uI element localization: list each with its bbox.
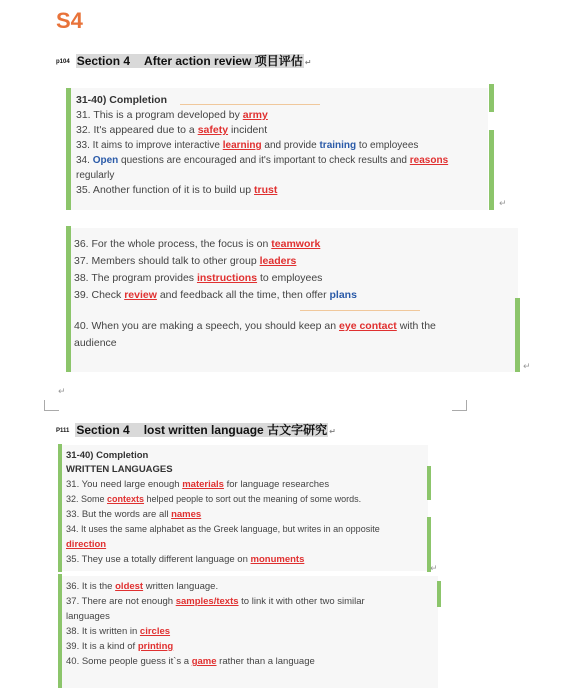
question-31: 31. You need large enough materials for language researches	[66, 479, 330, 490]
section-title: lost written language 古文字研究	[143, 423, 328, 437]
answer: safety	[197, 124, 229, 136]
completion-block-3	[66, 449, 426, 567]
answer: learning	[222, 140, 262, 151]
question-33: 33. But the words are all names	[66, 509, 202, 520]
answer: circles	[139, 626, 171, 637]
completion-block-1	[76, 93, 488, 198]
page-corner-marker	[44, 400, 59, 411]
completion-block-4	[66, 579, 436, 669]
answer: instructions	[196, 272, 258, 284]
section-title: After action review 项目评估	[144, 54, 303, 68]
block-title: 31-40) Completion	[66, 450, 149, 461]
page-corner-marker	[452, 400, 467, 411]
left-accent-bar	[58, 574, 62, 688]
answer: review	[124, 289, 157, 301]
answer: army	[242, 109, 268, 121]
keyword: plans	[329, 289, 357, 301]
section-label: Section 4	[76, 54, 131, 68]
paragraph-mark-icon: ↵	[523, 361, 531, 371]
question-40: 40. When you are making a speech, you should keep an eye contact with the	[74, 320, 436, 332]
answer: printing	[137, 641, 174, 652]
question-37: 37. There are not enough samples/texts to link it with other two similar	[66, 596, 365, 607]
question-32: 32. Some contexts helped people to sort out the meaning of some words.	[66, 494, 362, 504]
answer: game	[191, 656, 217, 667]
right-accent-bar	[515, 298, 520, 372]
answer: monuments	[250, 554, 305, 565]
paragraph-mark-icon: ↵	[430, 563, 438, 573]
question-31: 31. This is a program developed by army	[76, 109, 268, 121]
section-1-header	[56, 52, 311, 69]
right-accent-bar	[437, 581, 441, 607]
answer: materials	[182, 479, 224, 490]
question-36: 36. It is the oldest written language.	[66, 581, 219, 592]
question-39: 39. Check review and feedback all the time, then offer plans	[74, 289, 357, 301]
block-title: 31-40) Completion	[76, 94, 168, 106]
right-accent-bar	[427, 466, 431, 500]
page-heading: S4	[56, 8, 83, 33]
left-accent-bar	[58, 444, 62, 572]
left-accent-bar	[66, 88, 71, 210]
answer: samples/texts	[175, 596, 239, 607]
question-39: 39. It is a kind of printing	[66, 641, 174, 652]
question-36: 36. For the whole process, the focus is on teamwork	[74, 238, 321, 250]
left-accent-bar	[66, 226, 71, 372]
section-label: Section 4	[76, 423, 130, 437]
question-37: 37. Members should talk to other group leaders	[74, 255, 297, 267]
answer: names	[171, 509, 202, 520]
answer: contexts	[107, 494, 145, 504]
right-accent-bar	[489, 130, 494, 210]
section-2-header	[56, 421, 336, 438]
completion-block-2	[74, 236, 514, 352]
page-number: P111	[56, 427, 70, 434]
question-34-continued	[66, 537, 426, 552]
question-33: 33. It aims to improve interactive learning and provide training to employees	[76, 140, 419, 151]
answer: eye contact	[339, 320, 397, 332]
question-32: 32. It's appeared due to a safety incident	[76, 124, 268, 136]
question-40: 40. Some people guess it`s a game rather than a language	[66, 656, 315, 667]
keyword: Open	[92, 155, 119, 166]
answer: reasons	[409, 155, 449, 166]
question-34: 34. It uses the same alphabet as the Greek language, but writes in an opposite	[66, 524, 380, 534]
answer: direction	[66, 539, 107, 550]
question-38: 38. It is written in circles	[66, 626, 171, 637]
question-35: 35. Another function of it is to build up trust	[76, 184, 278, 196]
paragraph-mark-icon: ↵	[304, 58, 312, 67]
block-subtitle: WRITTEN LANGUAGES	[66, 464, 173, 475]
question-37-continued: languages	[66, 611, 110, 622]
paragraph-mark-icon: ↵	[58, 386, 66, 396]
question-40-continued: audience	[74, 337, 117, 349]
keyword: training	[319, 140, 357, 151]
paragraph-mark-icon: ↵	[329, 427, 336, 436]
question-35: 35. They use a totally different language on monuments	[66, 554, 305, 565]
page-number: p104	[56, 58, 70, 65]
right-accent-bar	[489, 84, 494, 112]
answer: oldest	[115, 581, 144, 592]
answer: teamwork	[271, 238, 321, 250]
answer: trust	[254, 184, 278, 196]
question-34: 34. Open questions are encouraged and it's important to check results and reasons regularly	[76, 155, 449, 181]
question-38: 38. The program provides instructions to employees	[74, 272, 323, 284]
paragraph-mark-icon: ↵	[499, 198, 507, 208]
answer: leaders	[259, 255, 297, 267]
